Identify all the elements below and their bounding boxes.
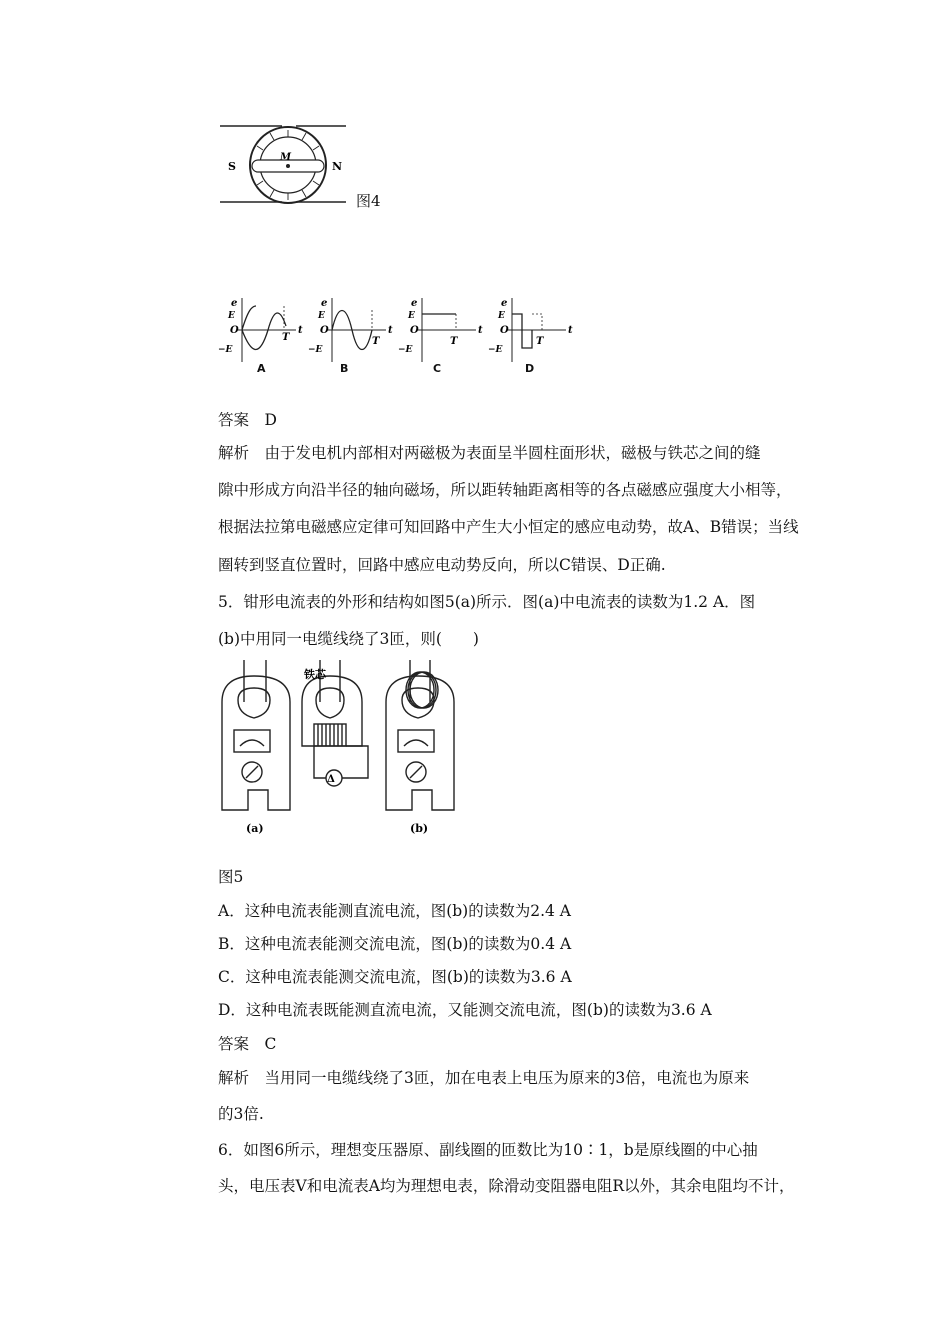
svg-text:E: E <box>318 311 325 321</box>
svg-text:E: E <box>498 311 505 321</box>
q4-answer: 答案 D <box>218 411 277 429</box>
svg-text:t: t <box>478 325 483 336</box>
graph-label-b: B <box>340 362 349 375</box>
pole-s-label: S <box>228 160 236 173</box>
q4-analysis-line-4: 圈转到竖直位置时，回路中感应电动势反向，所以C错误、D正确. <box>218 556 666 574</box>
graphs-abcd <box>218 296 578 376</box>
fig5-b-label: (b) <box>410 822 429 835</box>
graph-d <box>488 298 573 362</box>
graph-label-a: A <box>257 362 266 375</box>
svg-text:T: T <box>372 336 380 347</box>
svg-text:−E: −E <box>488 345 503 355</box>
q4-analysis-line-1: 解析 由于发电机内部相对两磁极为表面呈半圆柱面形状，磁极与铁芯之间的缝 <box>218 444 761 462</box>
q5-option-d: D．这种电流表既能测直流电流，又能测交流电流，图(b)的读数为3.6 A <box>218 1001 712 1019</box>
graph-b <box>308 298 393 362</box>
svg-text:E: E <box>228 311 235 321</box>
q4-analysis-line-2: 隙中形成方向沿半径的轴向磁场，所以距转轴距离相等的各点磁感应强度大小相等， <box>218 481 792 499</box>
graph-label-d: D <box>525 362 535 375</box>
svg-text:t: t <box>568 325 573 336</box>
svg-text:O: O <box>500 325 509 336</box>
svg-text:O: O <box>320 325 329 336</box>
svg-text:t: t <box>298 325 303 336</box>
svg-text:O: O <box>230 325 239 336</box>
svg-text:O: O <box>410 325 419 336</box>
q5-stem-line-2: (b)中用同一电缆线绕了3匝，则( ) <box>218 630 479 648</box>
svg-text:e: e <box>321 298 328 309</box>
q6-stem-line-1: 6．如图6所示，理想变压器原、副线圈的匝数比为10∶1，b是原线圈的中心抽 <box>218 1141 758 1159</box>
q5-option-b: B．这种电流表能测交流电流，图(b)的读数为0.4 A <box>218 935 572 953</box>
iron-core-label: 铁芯 <box>304 668 326 681</box>
graph-a <box>218 298 303 362</box>
pole-n-label: N <box>332 160 343 173</box>
figure-5-clamp-meters <box>218 660 458 842</box>
figure-5-caption: 图5 <box>218 868 244 886</box>
svg-text:T: T <box>450 336 458 347</box>
svg-text:Δ: Δ <box>327 774 335 785</box>
q5-analysis-line-2: 的3倍. <box>218 1105 264 1123</box>
svg-text:−E: −E <box>308 345 323 355</box>
svg-text:E: E <box>408 311 415 321</box>
figure-4-caption: 图4 <box>356 192 381 210</box>
q4-analysis-line-3: 根据法拉第电磁感应定律可知回路中产生大小恒定的感应电动势，故A、B错误；当线 <box>218 518 799 536</box>
q5-analysis-line-1: 解析 当用同一电缆线绕了3匝，加在电表上电压为原来的3倍，电流也为原来 <box>218 1069 750 1087</box>
svg-text:−E: −E <box>398 345 413 355</box>
svg-text:e: e <box>501 298 508 309</box>
q6-stem-line-2: 头，电压表V和电流表A均为理想电表，除滑动变阻器电阻R以外，其余电阻均不计， <box>218 1177 795 1195</box>
figure-4-generator <box>218 118 358 216</box>
svg-text:−E: −E <box>218 345 233 355</box>
fig5-a-label: (a) <box>246 822 264 835</box>
q5-stem-line-1: 5．钳形电流表的外形和结构如图5(a)所示．图(a)中电流表的读数为1.2 A．图 <box>218 593 756 611</box>
svg-text:T: T <box>282 332 290 343</box>
svg-text:e: e <box>411 298 418 309</box>
graph-c <box>398 298 483 362</box>
svg-text:t: t <box>388 325 393 336</box>
q5-answer: 答案 C <box>218 1035 277 1053</box>
graph-label-c: C <box>433 362 442 375</box>
svg-text:e: e <box>231 298 238 309</box>
q5-option-c: C．这种电流表能测交流电流，图(b)的读数为3.6 A <box>218 968 572 986</box>
rotor-center-label: M <box>280 152 292 163</box>
svg-text:T: T <box>536 336 544 347</box>
q5-option-a: A．这种电流表能测直流电流，图(b)的读数为2.4 A <box>218 902 571 920</box>
